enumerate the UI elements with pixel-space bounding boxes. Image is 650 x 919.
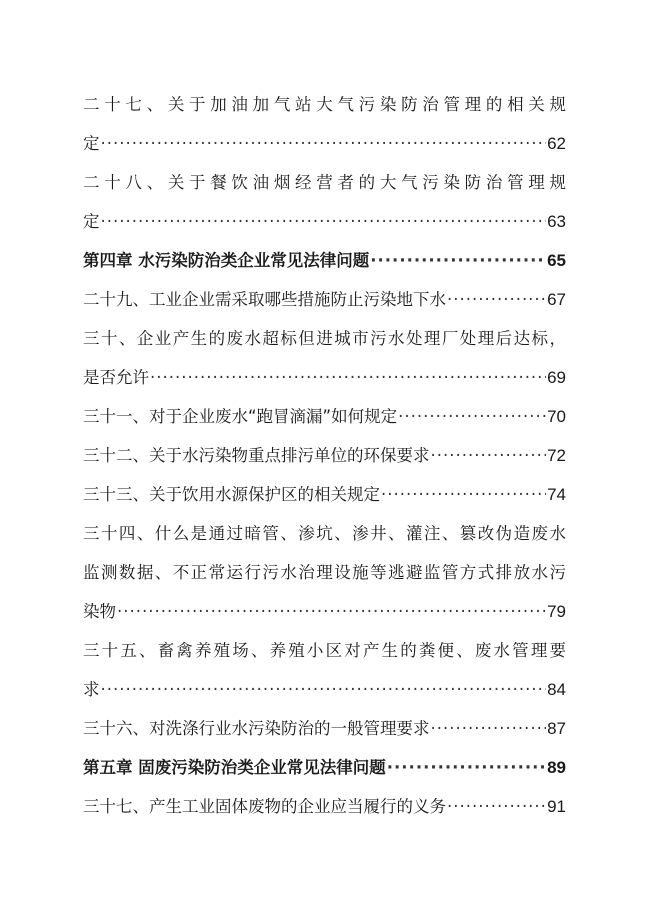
toc-entry[interactable] xyxy=(83,475,566,514)
toc-line xyxy=(83,319,566,358)
toc-chapter-entry[interactable] xyxy=(83,748,566,787)
dot-leader xyxy=(431,436,547,475)
toc-line xyxy=(83,163,566,202)
toc-line xyxy=(83,124,566,163)
toc-entry-title: 三十六、对洗涤行业水污染防治的一般管理要求 xyxy=(83,719,430,738)
dot-leader xyxy=(370,241,546,280)
page-number: 65 xyxy=(547,251,566,270)
toc-line xyxy=(83,748,566,787)
dot-leader xyxy=(447,280,546,319)
dot-leader xyxy=(431,709,547,748)
toc-line xyxy=(83,397,566,436)
dot-leader xyxy=(101,124,547,163)
page-number: 62 xyxy=(547,134,566,153)
toc-entry[interactable] xyxy=(83,787,566,826)
table-of-contents xyxy=(83,85,566,826)
toc-entry-title: 监测数据、不正常运行污水治理设施等逃避监管方式排放水污 xyxy=(83,563,566,582)
page-number: 89 xyxy=(547,758,566,777)
page-number: 69 xyxy=(547,368,566,387)
toc-entry-title: 三十、企业产生的废水超标但进城市污水处理厂处理后达标， xyxy=(83,329,566,348)
page-number: 87 xyxy=(547,719,566,738)
toc-entry[interactable] xyxy=(83,631,566,709)
toc-entry[interactable] xyxy=(83,436,566,475)
toc-entry-title: 第五章 固废污染防治类企业常见法律问题 xyxy=(83,758,386,777)
toc-line xyxy=(83,85,566,124)
toc-line xyxy=(83,631,566,670)
toc-line xyxy=(83,670,566,709)
page-number: 79 xyxy=(547,602,566,621)
toc-line xyxy=(83,241,566,280)
page-number: 70 xyxy=(547,407,566,426)
toc-entry-title: 三十七、产生工业固体废物的企业应当履行的义务 xyxy=(83,797,446,816)
toc-entry-title: 三十二、关于水污染物重点排污单位的环保要求 xyxy=(83,446,430,465)
dot-leader xyxy=(101,202,547,241)
toc-line xyxy=(83,787,566,826)
dot-leader xyxy=(447,787,546,826)
dot-leader xyxy=(150,358,546,397)
toc-line xyxy=(83,280,566,319)
dot-leader xyxy=(101,670,547,709)
toc-entry[interactable] xyxy=(83,280,566,319)
toc-entry-title: 定 xyxy=(83,212,100,231)
page-number: 74 xyxy=(547,485,566,504)
toc-entry[interactable] xyxy=(83,709,566,748)
toc-entry-title: 三十三、关于饮用水源保护区的相关规定 xyxy=(83,485,380,504)
dot-leader xyxy=(381,475,546,514)
toc-entry-title: 二十八、关于餐饮油烟经营者的大气污染防治管理规 xyxy=(83,173,566,192)
page-number: 72 xyxy=(547,446,566,465)
dot-leader xyxy=(398,397,546,436)
toc-line xyxy=(83,436,566,475)
toc-entry-title: 三十五、畜禽养殖场、养殖小区对产生的粪便、废水管理要 xyxy=(83,641,566,660)
toc-entry[interactable] xyxy=(83,397,566,436)
toc-line xyxy=(83,202,566,241)
toc-line xyxy=(83,553,566,592)
toc-line xyxy=(83,709,566,748)
dot-leader xyxy=(387,748,546,787)
toc-entry[interactable] xyxy=(83,514,566,631)
toc-entry-title: 三十一、对于企业废水“跑冒滴漏”如何规定 xyxy=(83,407,398,426)
toc-entry[interactable] xyxy=(83,163,566,241)
page-number: 91 xyxy=(547,797,566,816)
toc-line xyxy=(83,514,566,553)
toc-entry-title: 求 xyxy=(83,680,100,699)
toc-chapter-entry[interactable] xyxy=(83,241,566,280)
toc-line xyxy=(83,475,566,514)
toc-entry-title: 二十九、工业企业需采取哪些措施防止污染地下水 xyxy=(83,290,446,309)
page-number: 67 xyxy=(547,290,566,309)
toc-entry-title: 第四章 水污染防治类企业常见法律问题 xyxy=(83,251,370,270)
toc-entry-title: 是否允许 xyxy=(83,368,149,387)
toc-entry-title: 三十四、什么是通过暗管、渗坑、渗井、灌注、篡改伪造废水 xyxy=(83,524,566,543)
toc-entry[interactable] xyxy=(83,85,566,163)
page-number: 84 xyxy=(547,680,566,699)
toc-line xyxy=(83,358,566,397)
page-number: 63 xyxy=(547,212,566,231)
toc-entry-title: 二十七、关于加油加气站大气污染防治管理的相关规 xyxy=(83,95,566,114)
toc-line xyxy=(83,592,566,631)
toc-entry-title: 染物 xyxy=(83,602,116,621)
dot-leader xyxy=(117,592,546,631)
toc-entry-title: 定 xyxy=(83,134,100,153)
toc-entry[interactable] xyxy=(83,319,566,397)
